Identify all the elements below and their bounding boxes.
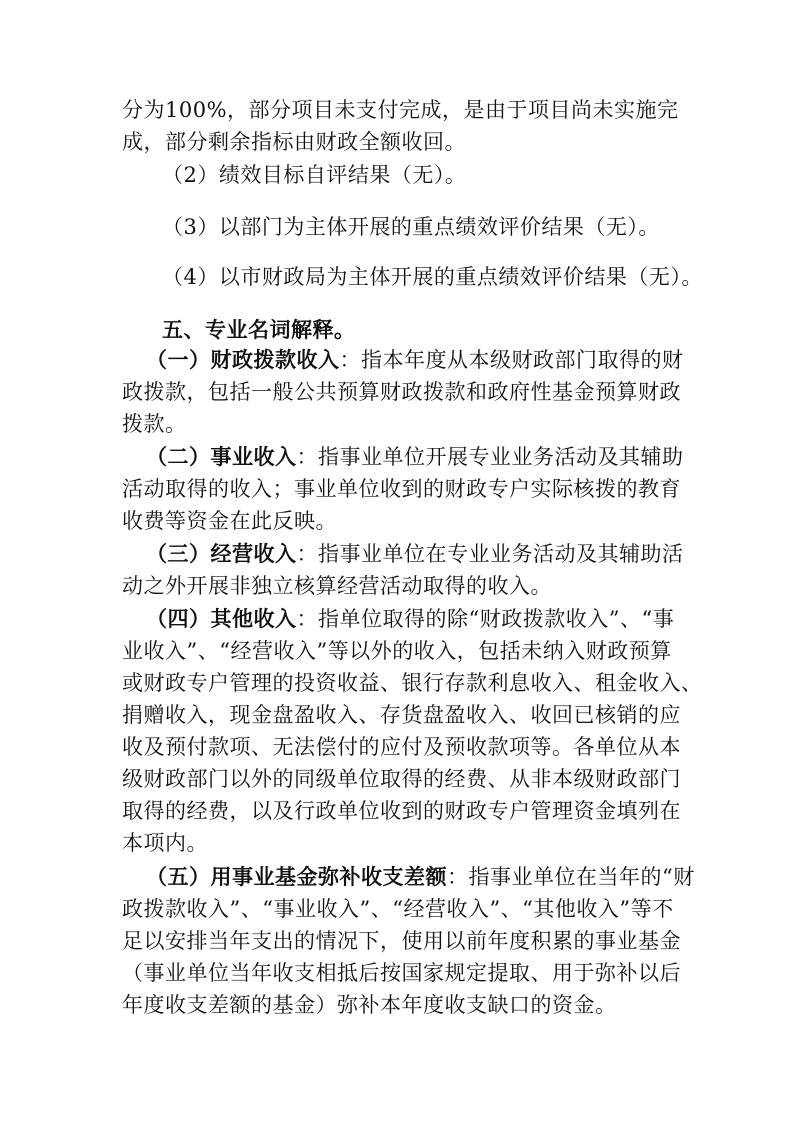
item-text: （3）以部门为主体开展的重点绩效评价结果（无）。 [162, 215, 660, 239]
definition-line [0, 926, 793, 956]
definition-line [0, 732, 793, 762]
definition-term: （四）其他收入 [146, 606, 297, 631]
definition-term: （三）经营收入 [146, 541, 297, 566]
definition-text: 捐赠收入，现金盘盈收入、存货盘盈收入、收回已核销的应 [122, 703, 681, 727]
definition-term: （五）用事业基金弥补收支差额 [146, 864, 447, 889]
definition-line [0, 636, 793, 666]
definition-text: 年度收支差额的基金）弥补本年度收支缺口的资金。 [122, 993, 617, 1017]
definition-line [0, 409, 793, 439]
definition-text: 业收入”、“经营收入”等以外的收入，包括未纳入财政预算 [122, 639, 672, 663]
item-2-line [0, 160, 793, 190]
definition-text: 或财政专户管理的投资收益、银行存款利息收入、租金收入、 [122, 671, 703, 695]
definition-term: （一）财政拨款收入 [146, 347, 340, 372]
definition-line [0, 474, 793, 504]
definition-text: 政拨款，包括一般公共预算财政拨款和政府性基金预算财政 [122, 380, 681, 404]
definition-line [0, 345, 793, 375]
definition-line [0, 764, 793, 794]
definition-line [0, 377, 793, 407]
definition-text: 动之外开展非独立核算经营活动取得的收入。 [122, 574, 552, 598]
item-text: （2）绩效目标自评结果（无）。 [162, 163, 467, 187]
body-text: 成，部分剩余指标由财政全额收回。 [122, 130, 466, 154]
body-text-line [0, 95, 793, 125]
item-4-line [0, 262, 793, 292]
definition-text: （事业单位当年收支相抵后按国家规定提取、用于弥补以后 [122, 961, 681, 985]
definition-text: 本项内。 [122, 831, 208, 855]
definition-term: （二）事业收入 [146, 444, 297, 469]
definition-line [0, 442, 793, 472]
definition-line [0, 506, 793, 536]
definition-text: 足以安排当年支出的情况下，使用以前年度积累的事业基金 [122, 929, 681, 953]
definition-text: ：指事业单位开展专业业务活动及其辅助 [296, 445, 684, 469]
definition-text: 取得的经费，以及行政单位收到的财政专户管理资金填列在 [122, 799, 681, 823]
definition-text: 政拨款收入”、“事业收入”、“经营收入”、“其他收入”等不 [122, 897, 674, 921]
definition-line [0, 700, 793, 730]
definition-line [0, 571, 793, 601]
definition-text: ：指单位取得的除“财政拨款收入”、“事 [296, 607, 675, 631]
definition-line [0, 894, 793, 924]
definition-line [0, 668, 793, 698]
section-heading [0, 315, 793, 345]
definition-line [0, 796, 793, 826]
section-heading-text: 五、专业名词解释。 [162, 318, 356, 342]
definition-line [0, 990, 793, 1020]
definition-text: 活动取得的收入；事业单位收到的财政专户实际核拨的教育 [122, 477, 681, 501]
definition-text: ：指本年度从本级财政部门取得的财 [339, 348, 684, 372]
definition-line [0, 539, 793, 569]
body-text-line [0, 127, 793, 157]
definition-text: 收及预付款项、无法偿付的应付及预收款项等。各单位从本 [122, 735, 681, 759]
definition-line [0, 828, 793, 858]
definition-line [0, 862, 793, 892]
definition-line [0, 958, 793, 988]
definition-text: 级财政部门以外的同级单位取得的经费、从非本级财政部门 [122, 767, 681, 791]
definition-text: ：指事业单位在当年的“财 [447, 865, 695, 889]
item-text: （4）以市财政局为主体开展的重点绩效评价结果（无）。 [162, 265, 703, 289]
item-3-line [0, 212, 793, 242]
definition-text: ：指事业单位在专业业务活动及其辅助活 [296, 542, 684, 566]
body-text: 分为100%，部分项目未支付完成，是由于项目尚未实施完 [122, 98, 679, 122]
definition-line [0, 604, 793, 634]
definition-text: 拨款。 [122, 412, 187, 436]
definition-text: 收费等资金在此反映。 [122, 509, 337, 533]
